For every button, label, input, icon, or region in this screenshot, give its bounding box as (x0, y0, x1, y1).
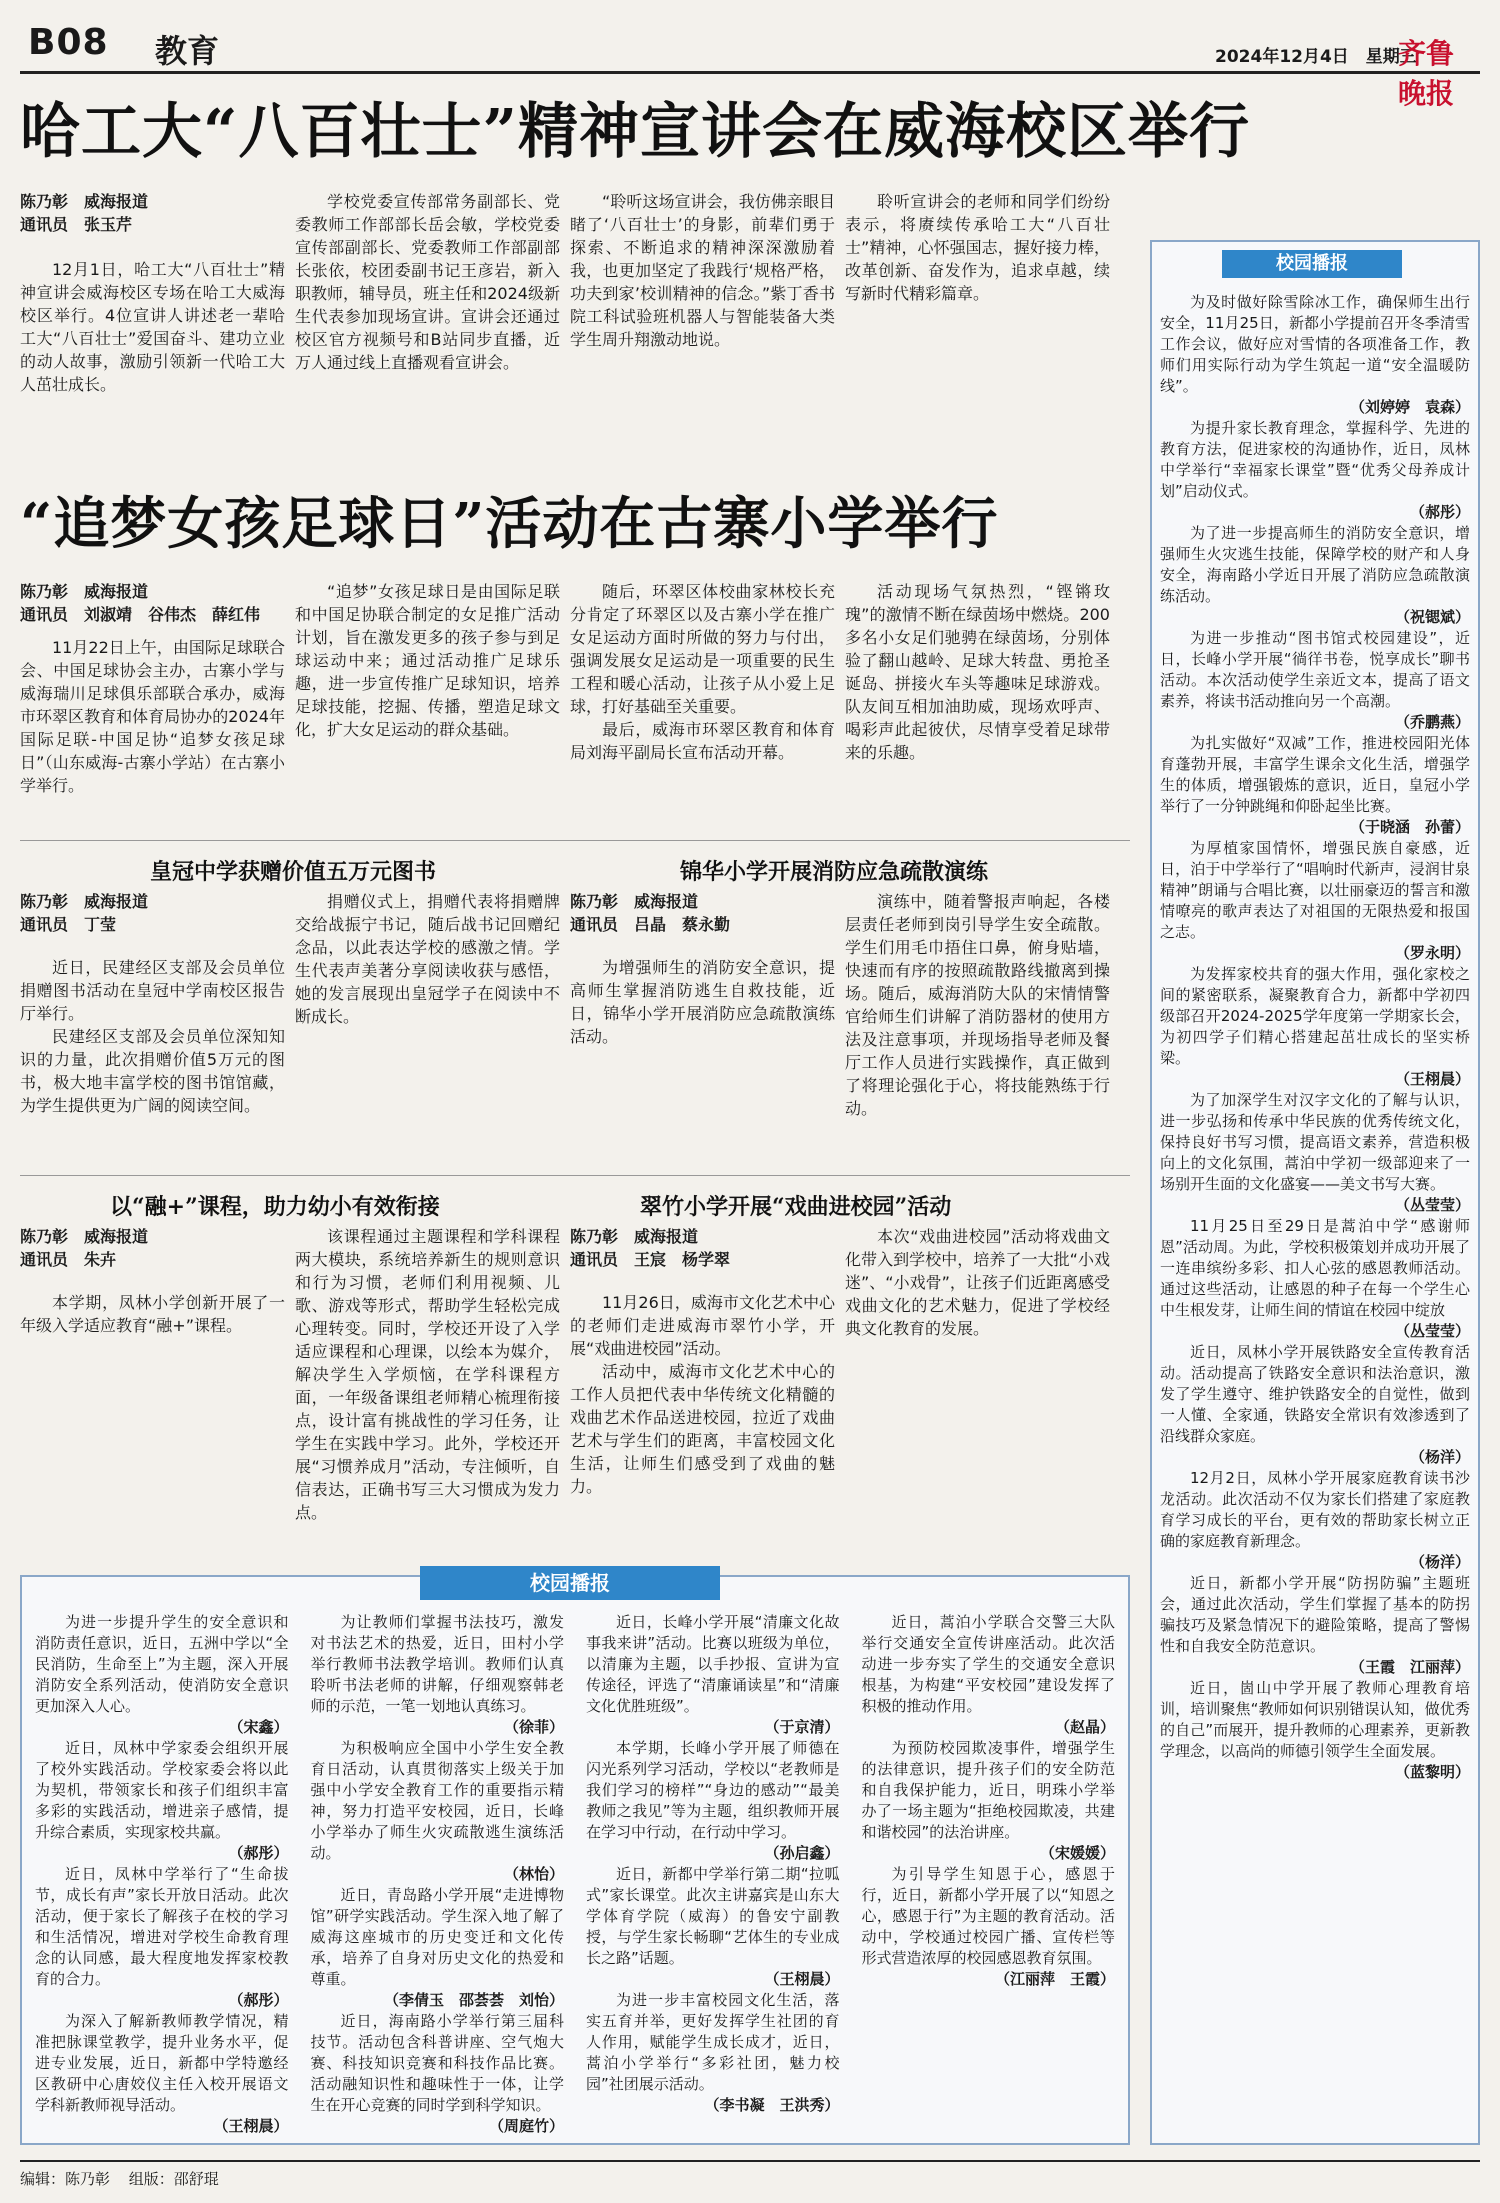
paragraph: 近日，民建经区支部及会员单位捐赠图书活动在皇冠中学南校区报告厅举行。 (20, 958, 285, 1023)
paragraph: 为增强师生的消防安全意识，提高师生掌握消防逃生自救技能，近日，锦华小学开展消防应急疏散演练活动。 (570, 958, 835, 1046)
news-brief: 近日，海南路小学举行第三届科技节。活动包含科普讲座、空气炮大赛、科技知识竞赛和科技作品比赛。活动融知识性和趣味性于一体，让学生在开心竞赛的同时学到科学知识。 (310, 2012, 564, 2114)
news-brief-author: （王栩晨） (764, 1970, 840, 1988)
news-brief-author: （周庭竹） (488, 2117, 564, 2135)
article-hit-col4 (845, 190, 1110, 480)
bottom-badge: 校园播报 (420, 1566, 720, 1600)
news-brief: 近日，青岛路小学开展“走进博物馆”研学实践活动。学生深入地了解了威海这座城市的历史变迁和文化传承，培养了自身对历史文化的热爱和尊重。 (310, 1886, 564, 1988)
article-hit-col1 (20, 190, 285, 480)
news-brief: 近日，凤林小学开展铁路安全宣传教育活动。活动提高了铁路安全意识和法治意识，激发了学生遵守、维护铁路安全的自觉性，做到一人懂、全家通，铁路安全常识有效渗透到了沿线群众家庭。 (1160, 1343, 1470, 1445)
news-brief: 为了加深学生对汉字文化的了解与认识，进一步弘扬和传承中华民族的优秀传统文化，保持良好书写习惯，提高语文素养，营造积极向上的文化氛围，蒿泊中学初一级部迎来了一场别开生面的文化盛宴——美文书写大赛。 (1160, 1091, 1470, 1193)
news-brief: 11月25日至29日是蒿泊中学“感谢师恩”活动周。为此，学校积极策划并成功开展了一连串缤纷多彩、扣人心弦的感恩教师活动。通过这些活动，让感恩的种子在每一个学生心中生根发芽，让师生间的情谊在校园中绽放 (1160, 1217, 1470, 1319)
news-brief: 为进一步推动“图书馆式校园建设”，近日，长峰小学开展“徜徉书卷，悦享成长”聊书活动。本次活动使学生亲近文本，提高了语文素养，将读书活动推向另一个高潮。 (1160, 629, 1470, 710)
news-brief-author: （杨洋） (1409, 1448, 1470, 1466)
section-name: 教育 (155, 32, 220, 70)
news-brief-author: （乔鹏燕） (1394, 713, 1470, 731)
headline-crown-books: 皇冠中学获赠价值五万元图书 (150, 859, 437, 885)
paragraph: 学校党委宣传部常务副部长、党委教师工作部部长岳会敏，学校党委宣传部副部长、党委教师工作部副部长张依，校团委副书记王彦岩，新入职教师，辅导员，班主任和2024级新生代表参加现场宣讲。宣讲会还通过校区官方视频号和B站同步直播，近万人通过线上直播观看宣讲会。 (295, 192, 560, 372)
news-brief: 为让教师们掌握书法技巧，激发对书法艺术的热爱，近日，田村小学举行教师书法教学培训。教师们认真聆听书法老师的讲解，仔细观察韩老师的示范，一笔一划地认真练习。 (310, 1613, 564, 1715)
article-football-col1 (20, 580, 285, 835)
article-books-col2 (295, 890, 560, 1170)
byline: 陈乃彰 威海报道 (20, 192, 149, 211)
news-brief-author: （林怡） (503, 1865, 564, 1883)
news-brief: 为积极响应全国中小学生安全教育日活动，认真贯彻落实上级关于加强中小学安全教育工作的重要指示精神，努力打造平安校园，近日，长峰小学举办了师生火灾疏散逃生演练活动。 (310, 1739, 564, 1862)
news-brief-author: （杨洋） (1409, 1553, 1470, 1571)
headline-fire-drill: 锦华小学开展消防应急疏散演练 (680, 859, 989, 885)
news-brief: 近日，凤林中学举行了“生命拔节，成长有声”家长开放日活动。此次活动，便于家长了解孩子在校的学习和生活情况，增进对学校生命教育理念的认同感，最大程度地发挥家校教育的合力。 (35, 1865, 289, 1988)
paragraph: 12月1日，哈工大“八百壮士”精神宣讲会威海校区专场在哈工大威海校区举行。4位宣讲人讲述老一辈哈工大“八百壮士”爱国奋斗、建功立业的动人故事，激励引领新一代哈工大人茁壮成长。 (20, 260, 285, 394)
byline: 陈乃彰 威海报道 (20, 1227, 149, 1246)
article-opera-col1 (570, 1225, 835, 1555)
article-books-col1 (20, 890, 285, 1170)
designer-credit: 组版：邵舒琨 (128, 2170, 219, 2188)
article-football-col3 (570, 580, 835, 835)
paragraph: 本次“戏曲进校园”活动将戏曲文化带入到学校中，培养了一大批“小戏迷”、“小戏骨”，让孩子们近距离感受戏曲文化的艺术魅力，促进了学校经典文化教育的发展。 (845, 1227, 1110, 1338)
headline-football-day: “追梦女孩足球日”活动在古寨小学举行 (20, 491, 999, 557)
paragraph: 捐赠仪式上，捐赠代表将捐赠牌交给战振宁书记，随后战书记回赠纪念品，以此表达学校的感激之情。学生代表声美著分享阅读收获与感悟，她的发言展现出皇冠学子在阅读中不断成长。 (295, 892, 560, 1026)
byline: 通讯员 刘淑靖 谷伟杰 薛红伟 (20, 605, 261, 624)
news-brief: 为深入了解新教师教学情况，精准把脉课堂教学，提升业务水平，促进专业发展，近日，新都中学特邀经区教研中心唐姣仪主任入校开展语文学科新教师视导活动。 (35, 2012, 289, 2114)
news-brief-author: （李倩玉 邵荟荟 刘怡） (383, 1991, 564, 2009)
editor-credit: 编辑：陈乃彰 (20, 2170, 111, 2188)
headline-hit-lecture: 哈工大“八百壮士”精神宣讲会在威海校区举行 (20, 97, 1251, 167)
page-header (20, 16, 1480, 110)
news-brief: 为扎实做好“双减”工作，推进校园阳光体育蓬勃开展，丰富学生课余文化生活，增强学生的体质，增强锻炼的意识，近日，皇冠小学举行了一分钟跳绳和仰卧起坐比赛。 (1160, 734, 1470, 815)
news-brief: 近日，新都中学举行第二期“拉呱式”家长课堂。此次主讲嘉宾是山东大学体育学院（威海）的鲁安宁副教授，与学生家长畅聊“艺体生的专业成长之路”话题。 (586, 1865, 840, 1967)
news-brief-author: （李书凝 王洪秀） (704, 2096, 840, 2114)
news-brief: 为预防校园欺凌事件，增强学生的法律意识，提升孩子们的安全防范和自我保护能力，近日，明珠小学举办了一场主题为“拒绝校园欺凌，共建和谐校园”的法治讲座。 (861, 1739, 1115, 1841)
sidebar-news-list (1160, 292, 1470, 2137)
paragraph: 活动现场气氛热烈，“铿锵玫瑰”的激情不断在绿茵场中燃烧。200多名小女足们驰骋在绿茵场，分别体验了翻山越岭、足球大转盘、勇抢圣诞岛、拼接火车头等趣味足球游戏。队友间互相加油助威，现场欢呼声、喝彩声此起彼伏，尽情享受着足球带来的乐趣。 (845, 582, 1110, 762)
news-brief: 为引导学生知恩于心，感恩于行，近日，新都小学开展了以“知恩之心，感恩于行”为主题的教育活动。活动中，学校通过校园广播、宣传栏等形式营造浓厚的校园感恩教育氛围。 (861, 1865, 1115, 1967)
news-brief-author: （于京清） (764, 1718, 840, 1736)
news-brief-author: （郝彤） (1409, 503, 1470, 521)
news-brief: 为进一步丰富校园文化生活，落实五育并举，更好发挥学生社团的育人作用，赋能学生成长成才，近日，蒿泊小学举行“多彩社团，魅力校园”社团展示活动。 (586, 1991, 840, 2093)
byline: 陈乃彰 威海报道 (570, 892, 699, 911)
byline: 陈乃彰 威海报道 (20, 582, 149, 601)
news-brief-author: （郝彤） (228, 1844, 289, 1862)
news-brief: 为厚植家国情怀，增强民族自豪感，近日，泊于中学举行了“唱响时代新声，浸润甘泉精神”朗诵与合唱比赛，以壮丽豪迈的誓言和激情嘹亮的歌声表达了对祖国的无限热爱和报国之志。 (1160, 839, 1470, 941)
news-brief-author: （祝锶斌） (1394, 608, 1470, 626)
paragraph: “聆听这场宣讲会，我仿佛亲眼目睹了‘八百壮士’的身影，前辈们勇于探索、不断追求的精神深深激励着我，也更加坚定了我践行‘规格严格，功夫到家’校训精神的信念。”紫丁香书院工科试验班机器人与智能装备大类学生周升翔激动地说。 (570, 192, 835, 349)
news-brief: 近日，凤林中学家委会组织开展了校外实践活动。学校家委会将以此为契机，带领家长和孩子们组织丰富多彩的实践活动，增进亲子感情，提升综合素质，实现家校共赢。 (35, 1739, 289, 1841)
paragraph: 11月22日上午，由国际足球联合会、中国足球协会主办，古寨小学与威海瑞川足球俱乐部联合承办，威海市环翠区教育和体育局协办的2024年国际足联-中国足协“追梦女孩足球日”（山东威海-古寨小学站）在古寨小学举行。 (20, 638, 285, 795)
divider (20, 1175, 1130, 1176)
paragraph: 随后，环翠区体校曲家林校长充分肯定了环翠区以及古寨小学在推广女足运动方面时所做的努力与付出，强调发展女足运动是一项重要的民生工程和暖心活动，让孩子从小爱上足球，打好基础至关重要。 (570, 582, 835, 716)
news-brief-author: （江丽萍 王霞） (994, 1970, 1115, 1988)
article-drill-col1 (570, 890, 835, 1170)
byline: 陈乃彰 威海报道 (570, 1227, 699, 1246)
article-fusion-col2 (295, 1225, 560, 1555)
headline-opera-campus: 翠竹小学开展“戏曲进校园”活动 (640, 1194, 952, 1220)
news-brief-author: （罗永明） (1394, 944, 1470, 962)
news-brief: 为发挥家校共育的强大作用，强化家校之间的紧密联系，凝聚教育合力，新都中学初四级部召开2024-2025学年度第一学期家长会，为初四学子们精心搭建起茁壮成长的坚实桥梁。 (1160, 965, 1470, 1067)
paragraph: 最后，威海市环翠区教育和体育局刘海平副局长宣布活动开幕。 (570, 720, 835, 762)
paragraph: 活动中，威海市文化艺术中心的工作人员把代表中华传统文化精髓的戏曲艺术作品送进校园，拉近了戏曲艺术与学生们的距离，丰富校园文化生活，让师生们感受到了戏曲的魅力。 (570, 1362, 835, 1496)
news-brief-author: （宋媛媛） (1039, 1844, 1115, 1862)
article-drill-col2 (845, 890, 1110, 1170)
news-brief-author: （蓝黎明） (1394, 1763, 1470, 1781)
paragraph: “追梦”女孩足球日是由国际足联和中国足协联合制定的女足推广活动计划，旨在激发更多的孩子参与到足球运动中来；通过活动推广足球乐趣，进一步宣传推广足球知识，培养足球技能，挖掘、传播，塑造足球文化，扩大女足运动的群众基础。 (295, 582, 560, 739)
paragraph: 聆听宣讲会的老师和同学们纷纷表示，将赓续传承哈工大“八百壮士”精神，心怀强国志，握好接力棒，改革创新、奋发作为，追求卓越，续写新时代精彩篇章。 (845, 192, 1110, 303)
byline: 通讯员 丁莹 (20, 915, 117, 934)
news-brief: 近日，崮山中学开展了教师心理教育培训，培训聚焦“教师如何识别错误认知，做优秀的自己”而展开，提升教师的心理素养，更新教学理念，以高尚的师德引领学生全面发展。 (1160, 1679, 1470, 1760)
newspaper-logo: 齐鲁晚报 (1398, 37, 1455, 110)
news-brief: 为进一步提升学生的安全意识和消防责任意识，近日，五洲中学以“全民消防，生命至上”为主题，深入开展消防安全系列活动，使消防安全意识更加深入人心。 (35, 1613, 289, 1715)
paragraph: 演练中，随着警报声响起，各楼层责任老师到岗引导学生安全疏散。学生们用毛巾捂住口鼻，俯身贴墙，快速而有序的按照疏散路线撤离到操场。随后，威海消防大队的宋情情警官给师生们讲解了消防器材的使用方法及注意事项，并现场指导老师及餐厅工作人员进行实践操作，真正做到了将理论强化于心，将技能熟练于行动。 (845, 892, 1110, 1118)
news-brief: 12月2日，凤林小学开展家庭教育读书沙龙活动。此次活动不仅为家长们搭建了家庭教育学习成长的平台，更有效的帮助家长树立正确的家庭教育新理念。 (1160, 1469, 1470, 1550)
news-brief-author: （郝彤） (228, 1991, 289, 2009)
byline: 陈乃彰 威海报道 (20, 892, 149, 911)
page-number: B08 (28, 22, 109, 63)
paragraph: 本学期，凤林小学创新开展了一年级入学适应教育“融+”课程。 (20, 1293, 285, 1335)
sidebar-badge: 校园播报 (1222, 250, 1402, 278)
byline: 通讯员 吕晶 蔡永勤 (570, 915, 731, 934)
paragraph: 11月26日，威海市文化艺术中心的老师们走进威海市翠竹小学，开展“戏曲进校园”活动。 (570, 1293, 835, 1358)
byline: 通讯员 张玉芹 (20, 215, 133, 234)
news-brief-author: （宋鑫） (228, 1718, 289, 1736)
article-hit-col3 (570, 190, 835, 480)
paragraph: 该课程通过主题课程和学科课程两大模块，系统培养新生的规则意识和行为习惯，老师们利用视频、儿歌、游戏等形式，帮助学生轻松完成心理转变。同时，学校还开设了入学适应课程和心理课，以绘本为媒介，解决学生入学烦恼，在学科课程方面，一年级备课组老师精心梳理衔接点，设计富有挑战性的学习任务，让学生在实践中学习。此外，学校还开展“习惯养成月”活动，专注倾听，自信表达，正确书写三大习惯成为发力点。 (295, 1227, 560, 1522)
news-brief-author: （王栩晨） (1394, 1070, 1470, 1088)
divider (20, 840, 1130, 841)
news-brief-author: （徐菲） (503, 1718, 564, 1736)
news-brief: 近日，新都小学开展“防拐防骗”主题班会，通过此次活动，学生们掌握了基本的防拐骗技巧及紧急情况下的避险策略，提高了警惕性和自我安全防范意识。 (1160, 1574, 1470, 1655)
news-brief: 近日，长峰小学开展“清廉文化故事我来讲”活动。比赛以班级为单位，以清廉为主题，以手抄报、宣讲为宣传途径，评选了“清廉诵读星”和“清廉文化优胜班级”。 (586, 1613, 840, 1715)
news-brief: 为提升家长教育理念，掌握科学、先进的教育方法，促进家校的沟通协作，近日，凤林中学举行“幸福家长课堂”暨“优秀父母养成计划”启动仪式。 (1160, 419, 1470, 500)
news-brief: 为及时做好除雪除冰工作，确保师生出行安全，11月25日，新都小学提前召开冬季清雪工作会议，做好应对雪情的各项准备工作，教师们用实际行动为学生筑起一道“安全温暖防线”。 (1160, 293, 1470, 395)
page-footer (20, 2160, 1480, 2189)
paragraph: 民建经区支部及会员单位深知知识的力量，此次捐赠价值5万元的图书，极大地丰富学校的图书馆馆藏，为学生提供更为广阔的阅读空间。 (20, 1027, 285, 1115)
bottom-news-list (35, 1612, 1115, 2137)
article-hit-col2 (295, 190, 560, 480)
news-brief-author: （丛莹莹） (1394, 1322, 1470, 1340)
headline-fusion-course: 以“融+”课程，助力幼小有效衔接 (110, 1194, 440, 1220)
news-brief: 为了进一步提高师生的消防安全意识，增强师生火灾逃生技能，保障学校的财产和人身安全，海南路小学近日开展了消防应急疏散演练活动。 (1160, 524, 1470, 605)
article-football-col4 (845, 580, 1110, 835)
news-brief: 本学期，长峰小学开展了师德在闪光系列学习活动，学校以“老教师是我们学习的榜样”“身边的感动”“最美教师之我见”等为主题，组织教师开展在学习中行动，在行动中学习。 (586, 1739, 840, 1841)
article-football-col2 (295, 580, 560, 835)
news-brief-author: （赵晶） (1054, 1718, 1115, 1736)
news-brief-author: （于晓涵 孙蕾） (1349, 818, 1470, 836)
article-opera-col2 (845, 1225, 1110, 1555)
news-brief-author: （王栩晨） (213, 2117, 289, 2135)
news-brief-author: （孙启鑫） (764, 1844, 840, 1862)
byline: 通讯员 朱卉 (20, 1250, 117, 1269)
news-brief-author: （刘婷婷 袁森） (1349, 398, 1470, 416)
news-brief-author: （丛莹莹） (1394, 1196, 1470, 1214)
news-brief: 近日，蒿泊小学联合交警三大队举行交通安全宣传讲座活动。此次活动进一步夯实了学生的交通安全意识根基，为构建“平安校园”建设发挥了积极的推动作用。 (861, 1613, 1115, 1715)
issue-date: 2024年12月4日 星期三 (1215, 47, 1417, 67)
article-fusion-col1 (20, 1225, 285, 1555)
byline: 通讯员 王宸 杨学翠 (570, 1250, 731, 1269)
news-brief-author: （王霞 江丽萍） (1349, 1658, 1470, 1676)
